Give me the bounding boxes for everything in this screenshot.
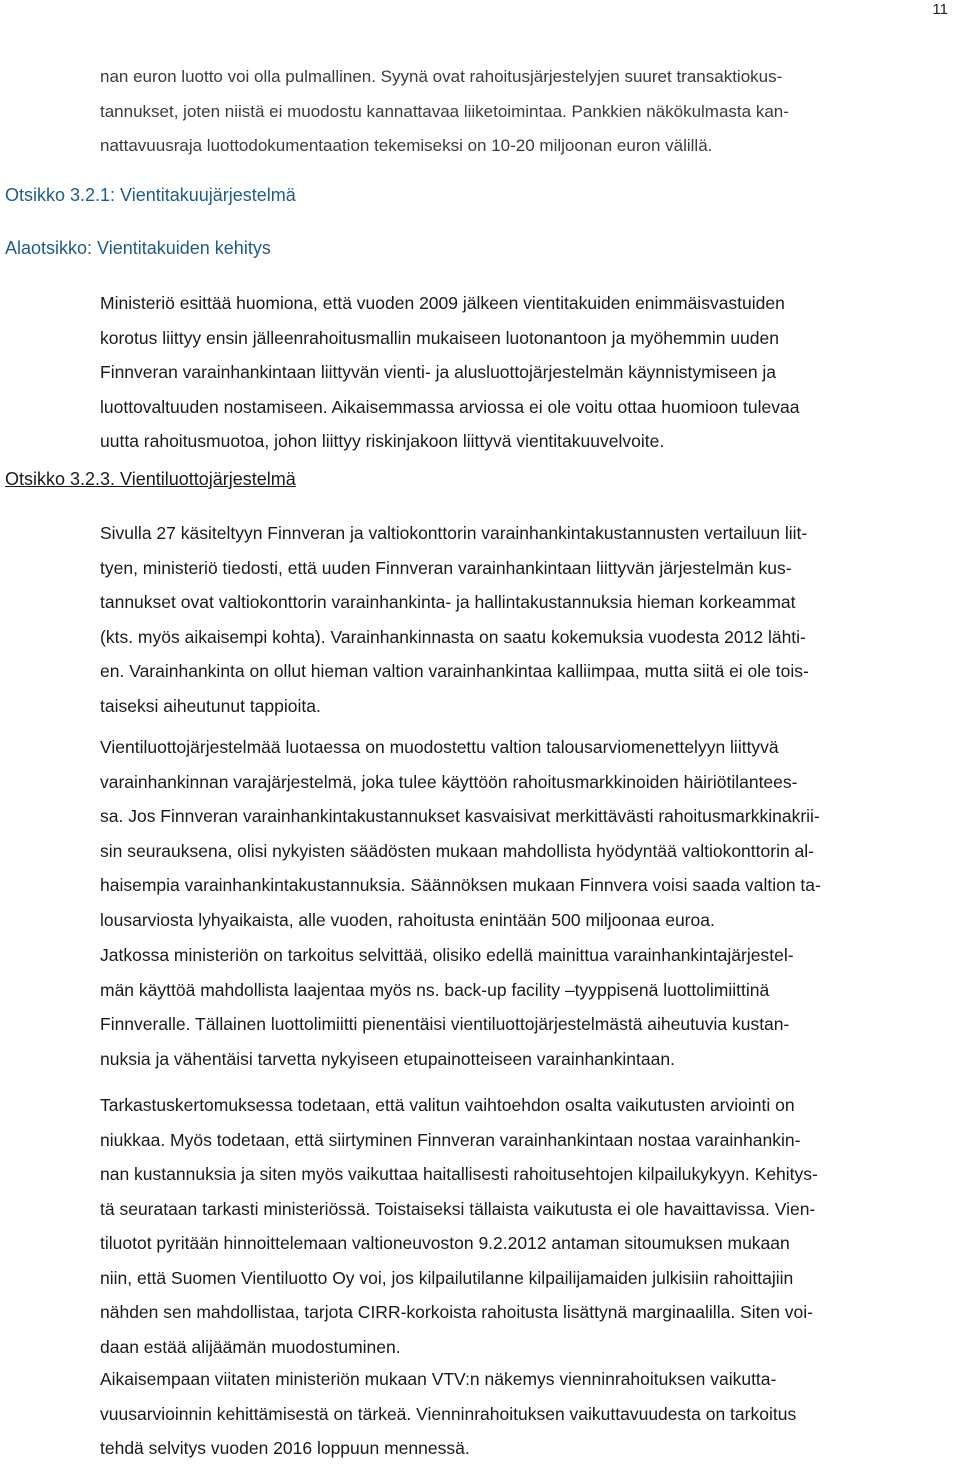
intro-paragraph <box>100 60 945 164</box>
text-line: Aikaisempaan viitaten ministeriön mukaan VTV:n näkemys vienninrahoituksen vaikutta- <box>100 1369 777 1389</box>
text-line: nuksia ja vähentäisi tarvetta nykyiseen etupainotteiseen varainhankintaan. <box>100 1048 675 1069</box>
page-number: 11 <box>932 1 948 18</box>
paragraph-1 <box>100 286 945 459</box>
text-line: varainhankinnan varajärjestelmä, joka tulee käyttöön rahoitusmarkkinoiden häiriötilantees- <box>100 771 798 792</box>
text-line: tiluotot pyritään hinnoittelemaan valtioneuvoston 9.2.2012 antaman sitoumuksen mukaan <box>100 1233 790 1253</box>
text-line: Tarkastuskertomuksessa todetaan, että valitun vaihtoehdon osalta vaikutusten arviointi on <box>100 1095 795 1115</box>
text-line: sa. Jos Finnveran varainhankintakustannukset kasvaisivat merkittävästi rahoitusmarkkinakrii- <box>100 806 820 826</box>
text-line: nattavuusraja luottodokumentaation tekemiseksi on 10-20 miljoonan euron välillä. <box>100 136 713 155</box>
text-line: vuusarvioinnin kehittämisestä on tärkeä. Vienninrahoituksen vaikuttavuudesta on tarkoitus <box>100 1403 797 1424</box>
text-line: taiseksi aiheutunut tappioita. <box>100 695 321 716</box>
text-line: tehdä selvitys vuoden 2016 loppuun mennessä. <box>100 1438 470 1458</box>
text-line: Vientiluottojärjestelmää luotaessa on muodostettu valtion talousarviomenettelyyn liittyvä <box>100 737 779 757</box>
text-line: sin seurauksena, olisi nykyisten säädösten mukaan mahdollista hyödyntää valtiokonttorin al- <box>100 840 815 861</box>
paragraph-2 <box>100 516 945 723</box>
text-line: Ministeriö esittää huomiona, että vuoden 2009 jälkeen vientitakuiden enimmäisvastuiden <box>100 293 785 313</box>
paragraph-4 <box>100 938 945 1076</box>
section-heading-3-2-1: Otsikko 3.2.1: Vientitakuujärjestelmä <box>5 185 296 205</box>
text-line: tyen, ministeriö tiedosti, että uuden Finnveran varainhankintaan liittyvän järjestelmän kus- <box>100 557 792 578</box>
text-line: haisempia varainhankintakustannuksia. Säännöksen mukaan Finnvera voisi saada valtion ta- <box>100 875 821 895</box>
text-line: nan kustannuksia ja siten myös vaikuttaa haitallisesti rahoitusehtojen kilpailukykyyn. Kehitys- <box>100 1164 818 1184</box>
text-line: män käyttöä mahdollista laajentaa myös ns. back-up facility –tyyppisenä luottolimiittinä <box>100 979 770 1000</box>
paragraph-6 <box>100 1362 945 1466</box>
section-heading-3-2-3: Otsikko 3.2.3. Vientiluottojärjestelmä <box>5 469 296 489</box>
text-line: tannukset, joten niistä ei muodostu kannattavaa liiketoimintaa. Pankkien näkökulmasta kan- <box>100 101 789 121</box>
text-line: Sivulla 27 käsiteltyyn Finnveran ja valtiokonttorin varainhankintakustannusten vertailuun liit- <box>100 523 808 543</box>
text-line: lousarviosta lyhyaikaista, alle vuoden, rahoitusta enintään 500 miljoonaa euroa. <box>100 909 715 930</box>
text-line: en. Varainhankinta on ollut hieman valtion varainhankintaa kalliimpaa, mutta siitä ei ole tois- <box>100 661 809 681</box>
text-line: tannukset ovat valtiokonttorin varainhankinta- ja hallintakustannuksia hieman korkeammat <box>100 592 796 612</box>
text-line: Finnveralle. Tällainen luottolimiitti pienentäisi vientiluottojärjestelmästä aiheutuvia kustan- <box>100 1014 790 1034</box>
text-line: nan euron luotto voi olla pulmallinen. Syynä ovat rahoitusjärjestelyjen suuret transaktiokus- <box>100 67 783 86</box>
text-line: uutta rahoitusmuotoa, johon liittyy riskinjakoon liittyvä vientitakuuvelvoite. <box>100 431 665 451</box>
paragraph-5 <box>100 1088 945 1364</box>
text-line: luottovaltuuden nostamiseen. Aikaisemmassa arviossa ei ole voitu ottaa huomioon tulevaa <box>100 396 800 417</box>
text-line: Jatkossa ministeriön on tarkoitus selvittää, olisiko edellä mainittua varainhankintajärjestel- <box>100 945 794 965</box>
text-line: daan estää alijäämän muodostuminen. <box>100 1336 401 1357</box>
text-line: tä seurataan tarkasti ministeriössä. Toistaiseksi tällaista vaikutusta ei ole havaittavissa. Vien- <box>100 1198 816 1219</box>
text-line: nähden sen mahdollistaa, tarjota CIRR-korkoista rahoitusta lisättynä marginaalilla. Siten voi- <box>100 1302 813 1322</box>
text-line: niin, että Suomen Vientiluotto Oy voi, jos kilpailutilanne kilpailijamaiden julkisiin rahoittajiin <box>100 1267 794 1288</box>
paragraph-3 <box>100 730 945 937</box>
text-line: niukkaa. Myös todetaan, että siirtyminen Finnveran varainhankintaan nostaa varainhankin- <box>100 1129 801 1150</box>
subheading-vientitakuiden-kehitys: Alaotsikko: Vientitakuiden kehitys <box>5 238 271 258</box>
text-line: (kts. myös aikaisempi kohta). Varainhankinnasta on saatu kokemuksia vuodesta 2012 lähti- <box>100 626 806 647</box>
text-line: korotus liittyy ensin jälleenrahoitusmallin mukaiseen luotonantoon ja myöhemmin uuden <box>100 327 779 348</box>
text-line: Finnveran varainhankintaan liittyvän vienti- ja alusluottojärjestelmän käynnistymiseen ja <box>100 362 777 382</box>
